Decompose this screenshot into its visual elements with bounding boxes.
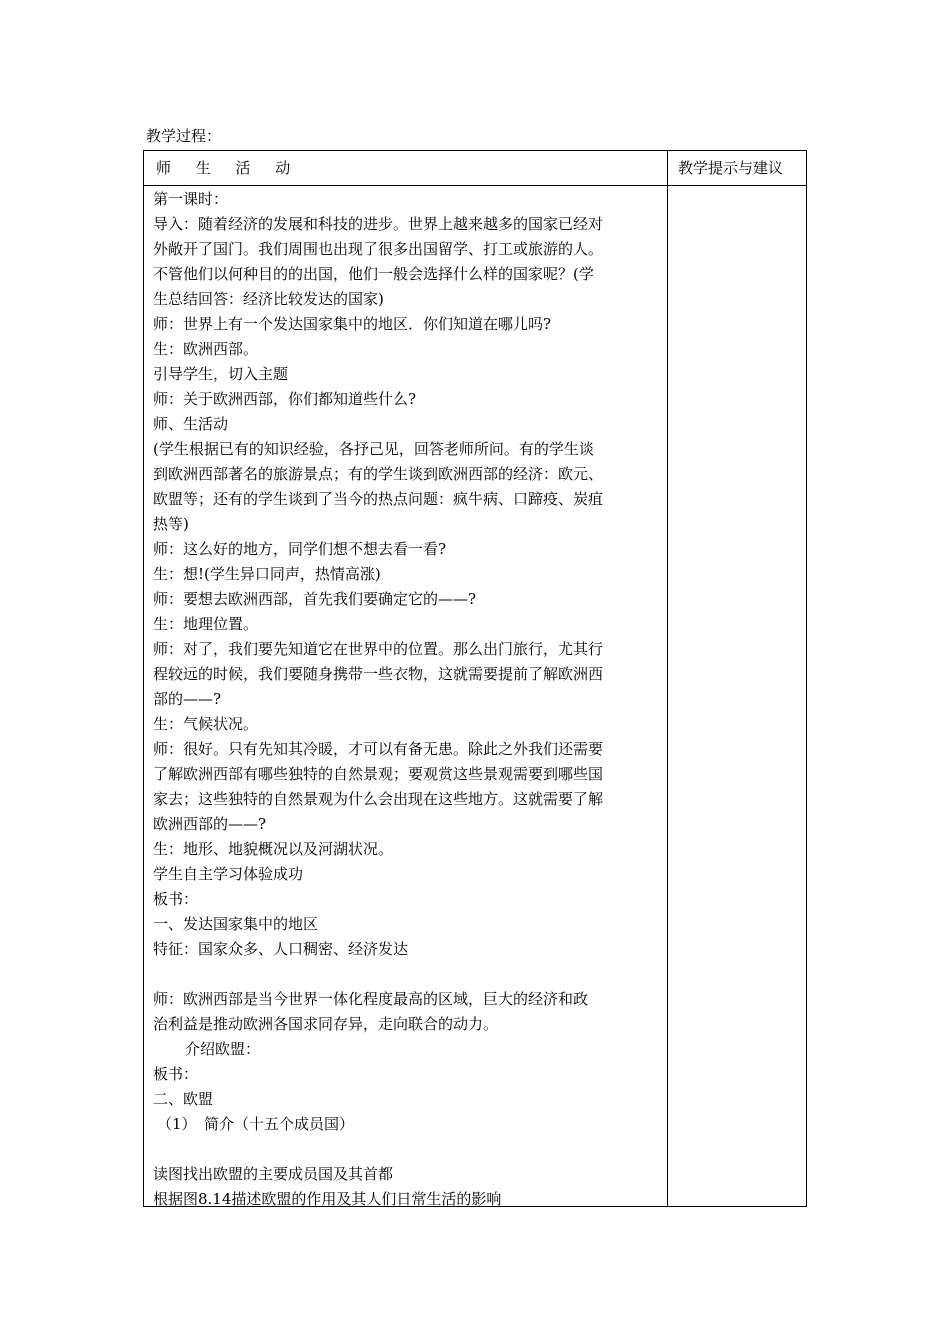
lesson-table [143,150,807,1207]
content-line [153,1137,661,1162]
content-line: 师、生活动 [153,415,229,433]
content-line: 特征：国家众多、人口稠密、经济发达 [153,940,409,958]
content-line: 部的——? [153,690,222,708]
content-line: 师：很好。只有先知其冷暖，才可以有备无患。除此之外我们还需要 [153,740,604,758]
content-line: 二、欧盟 [153,1090,214,1108]
content-line: 一、发达国家集中的地区 [153,915,319,933]
content-line: 师：关于欧洲西部，你们都知道些什么? [153,390,417,408]
content-line: （1） 简介（十五个成员国） [157,1115,355,1133]
content-line: 到欧洲西部著名的旅游景点；有的学生谈到欧洲西部的经济：欧元、 [153,465,604,483]
content-line: 程较远的时候，我们要随身携带一些衣物，这就需要提前了解欧洲西 [153,665,604,683]
content-line: 外敞开了国门。我们周围也出现了很多出国留学、打工或旅游的人。 [153,240,604,258]
content-line: 板书： [153,890,199,908]
content-line: 热等) [153,515,189,533]
content-line: 生：想!(学生异口同声，热情高涨) [153,565,381,583]
content-line: 生：欧洲西部。 [153,340,259,358]
content-line: 板书： [153,1065,199,1083]
content-line: 学生自主学习体验成功 [153,865,304,883]
content-line: 师：世界上有一个发达国家集中的地区．你们知道在哪儿吗? [153,315,552,333]
column-divider [667,151,668,1206]
content-line: 师：要想去欧洲西部，首先我们要确定它的——? [153,590,477,608]
content-line: 欧盟等；还有的学生谈到了当今的热点问题：疯牛病、口蹄疫、炭疽 [153,490,604,508]
activity-content [153,187,661,1212]
content-line: 导入：随着经济的发展和科技的进步。世界上越来越多的国家已经对 [153,215,604,233]
content-line: 生：气候状况。 [153,715,259,733]
content-line: 生总结回答：经济比较发达的国家) [153,290,384,308]
content-line: 第一课时： [153,190,229,208]
content-line: 治利益是推动欧洲各国求同存异，走向联合的动力。 [153,1015,499,1033]
content-line: 生：地形、地貌概况以及河湖状况。 [153,840,394,858]
header-tips: 教学提示与建议 [678,159,784,177]
content-line: 引导学生，切入主题 [153,365,289,383]
content-line: 师：这么好的地方，同学们想不想去看一看? [153,540,447,558]
content-line: 根据图8.14描述欧盟的作用及其人们日常生活的影响 [153,1190,502,1208]
content-line: 介绍欧盟： [185,1040,261,1058]
content-line: 家去；这些独特的自然景观为什么会出现在这些地方。这就需要了解 [153,790,604,808]
content-line: 欧洲西部的——? [153,815,267,833]
page-heading: 教学过程： [146,127,222,145]
content-line: 师：欧洲西部是当今世界一体化程度最高的区域，巨大的经济和政 [153,990,589,1008]
content-line: 读图找出欧盟的主要成员国及其首都 [153,1165,394,1183]
content-line: 不管他们以何种目的的出国，他们一般会选择什么样的国家呢？(学 [153,265,594,283]
content-line [153,962,661,987]
header-divider [144,185,806,186]
header-activity: 师 生 活 动 [156,159,301,177]
content-line: (学生根据已有的知识经验，各抒己见，回答老师所问。有的学生谈 [153,440,594,458]
content-line: 了解欧洲西部有哪些独特的自然景观；要观赏这些景观需要到哪些国 [153,765,604,783]
content-line: 师：对了，我们要先知道它在世界中的位置。那么出门旅行，尤其行 [153,640,604,658]
content-line: 生：地理位置。 [153,615,259,633]
